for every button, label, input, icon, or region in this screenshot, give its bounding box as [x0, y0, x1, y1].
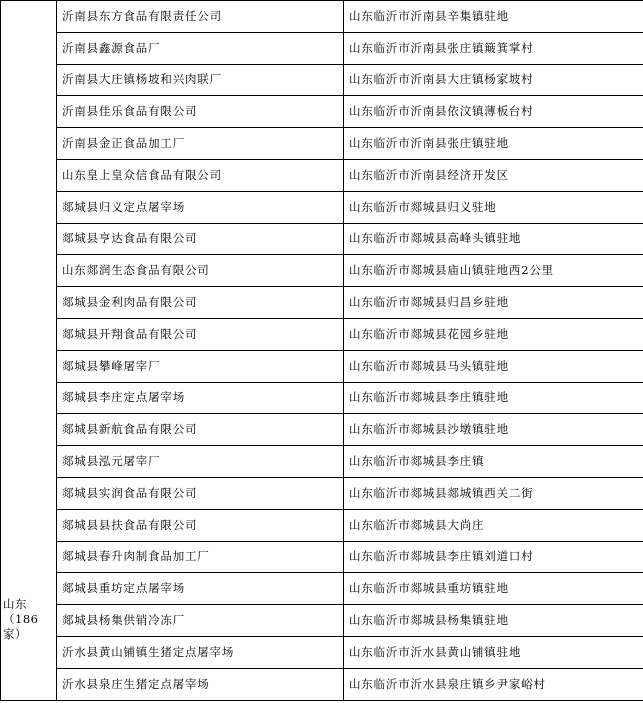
table-row — [1, 382, 643, 414]
table-row — [1, 1, 643, 33]
company-address-cell: 山东临沂市郯城县重坊镇驻地 — [344, 573, 643, 605]
table-row — [1, 414, 643, 446]
company-name-cell: 沂水县泉庄生猪定点屠宰场 — [57, 668, 344, 700]
table-row — [1, 605, 643, 637]
company-address-cell: 山东临沂市沂南县张庄镇驻地 — [344, 128, 643, 160]
table-row — [1, 96, 643, 128]
table-row — [1, 636, 643, 668]
company-name-cell: 郯城县金利肉品有限公司 — [57, 287, 344, 319]
province-name: 山东 — [3, 597, 27, 611]
company-name-cell: 沂南县鑫源食品厂 — [57, 32, 344, 64]
company-address-cell: 山东临沂市沂水县泉庄镇乡尹家峪村 — [344, 668, 643, 700]
table-row — [1, 318, 643, 350]
company-name-cell: 沂南县金正食品加工厂 — [57, 128, 344, 160]
province-label — [3, 597, 57, 642]
company-name-cell: 郯城县春升肉制食品加工厂 — [57, 541, 344, 573]
company-name-cell: 郯城县实润食品有限公司 — [57, 477, 344, 509]
company-name-cell: 沂水县黄山铺镇生猪定点屠宰场 — [57, 636, 344, 668]
table-body — [1, 1, 643, 701]
company-address-cell: 山东临沂市郯城县大尚庄 — [344, 509, 643, 541]
province-cell — [1, 1, 57, 701]
company-address-cell: 山东临沂市郯城县李庄镇 — [344, 446, 643, 478]
company-address-cell: 山东临沂市郯城县沙墩镇驻地 — [344, 414, 643, 446]
company-address-cell: 山东临沂市沂水县黄山铺镇驻地 — [344, 636, 643, 668]
company-name-cell: 郯城县攀峰屠宰厂 — [57, 350, 344, 382]
company-address-cell: 山东临沂市沂南县辛集镇驻地 — [344, 1, 643, 33]
company-name-cell: 沂南县东方食品有限责任公司 — [57, 1, 344, 33]
province-unit: 家） — [3, 627, 27, 641]
table-row — [1, 541, 643, 573]
company-name-cell: 郯城县泓元屠宰厂 — [57, 446, 344, 478]
table-row — [1, 446, 643, 478]
company-name-cell: 郯城县县扶食品有限公司 — [57, 509, 344, 541]
company-name-cell: 山东郯润生态食品有限公司 — [57, 255, 344, 287]
table-row — [1, 668, 643, 700]
company-name-cell: 郯城县开翔食品有限公司 — [57, 318, 344, 350]
table-row — [1, 223, 643, 255]
table-row — [1, 477, 643, 509]
company-name-cell: 郯城县李庄定点屠宰场 — [57, 382, 344, 414]
company-name-cell: 郯城县重坊定点屠宰场 — [57, 573, 344, 605]
company-address-cell: 山东临沂市郯城县花园乡驻地 — [344, 318, 643, 350]
table-row — [1, 573, 643, 605]
company-address-cell: 山东临沂市沂南县依汶镇薄板台村 — [344, 96, 643, 128]
company-address-cell: 山东临沂市郯城县杨集镇驻地 — [344, 605, 643, 637]
table-row — [1, 128, 643, 160]
table-row — [1, 287, 643, 319]
company-address-cell: 山东临沂市郯城县庙山镇驻地西2公里 — [344, 255, 643, 287]
company-name-cell: 沂南县佳乐食品有限公司 — [57, 96, 344, 128]
table-row — [1, 509, 643, 541]
table-row — [1, 350, 643, 382]
table-row — [1, 64, 643, 96]
company-name-cell: 郯城县新航食品有限公司 — [57, 414, 344, 446]
company-name-cell: 沂南县大庄镇杨坡和兴肉联厂 — [57, 64, 344, 96]
table-row — [1, 32, 643, 64]
company-address-cell: 山东临沂市沂南县张庄镇簸箕掌村 — [344, 32, 643, 64]
company-name-cell: 郯城县杨集供销冷冻厂 — [57, 605, 344, 637]
company-name-cell: 郯城县亨达食品有限公司 — [57, 223, 344, 255]
table-row — [1, 191, 643, 223]
province-cell-inner — [3, 1, 56, 700]
company-address-cell: 山东临沂市郯城县马头镇驻地 — [344, 350, 643, 382]
table-row — [1, 255, 643, 287]
company-address-cell: 山东临沂市郯城县郯城镇西关二街 — [344, 477, 643, 509]
company-address-cell: 山东临沂市郯城县李庄镇驻地 — [344, 382, 643, 414]
province-count: （186 — [3, 612, 39, 626]
company-address-cell: 山东临沂市沂南县大庄镇杨家坡村 — [344, 64, 643, 96]
company-name-cell: 郯城县归义定点屠宰场 — [57, 191, 344, 223]
company-address-cell: 山东临沂市郯城县李庄镇刘道口村 — [344, 541, 643, 573]
company-address-cell: 山东临沂市沂南县经济开发区 — [344, 159, 643, 191]
company-name-cell: 山东皇上皇众信食品有限公司 — [57, 159, 344, 191]
company-address-cell: 山东临沂市郯城县高峰头镇驻地 — [344, 223, 643, 255]
company-address-cell: 山东临沂市郯城县归义驻地 — [344, 191, 643, 223]
table-row — [1, 159, 643, 191]
company-address-cell: 山东临沂市郯城县归昌乡驻地 — [344, 287, 643, 319]
